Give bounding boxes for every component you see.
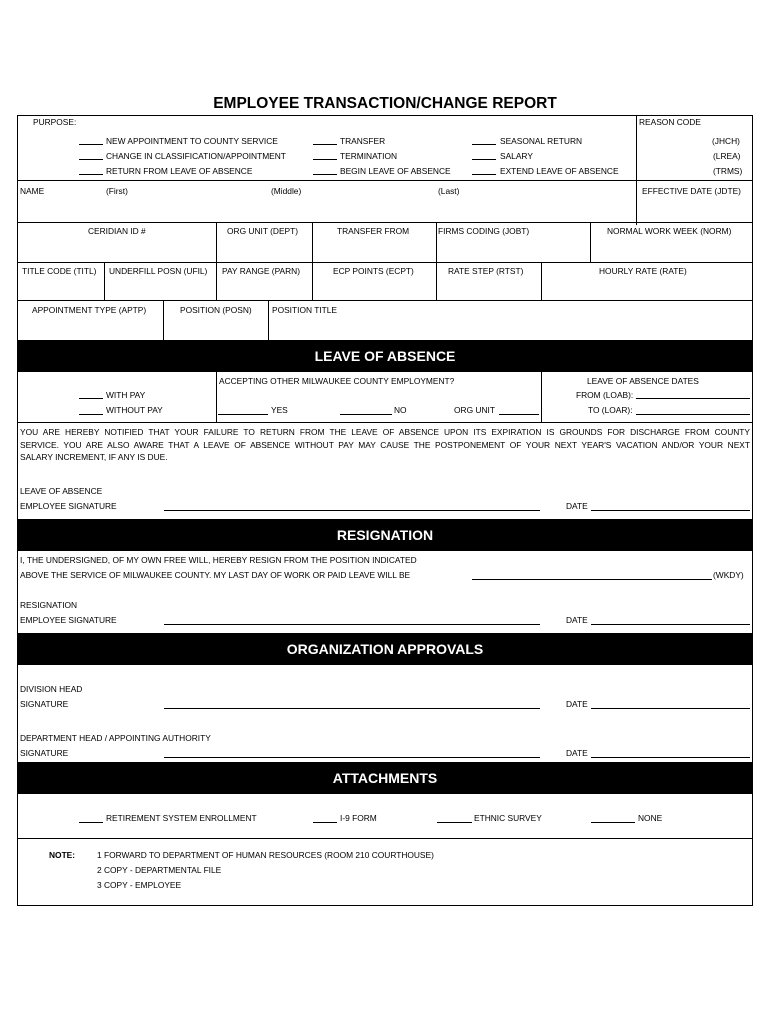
divider bbox=[216, 372, 217, 422]
checkbox-extend-leave[interactable] bbox=[472, 174, 496, 175]
org-unit-leave-label: ORG UNIT bbox=[454, 405, 495, 415]
transfer-from-label: TRANSFER FROM bbox=[337, 226, 410, 236]
accepting-employment-label: ACCEPTING OTHER MILWAUKEE COUNTY EMPLOYMENT? bbox=[219, 376, 455, 386]
divider-row4-top bbox=[17, 300, 753, 301]
leave-notice-line-2: SERVICE. YOU ARE ALSO AWARE THAT A LEAVE OF ABSENCE WITHOUT PAY MAY CAUSE THE POSTPONEMENT OF YOUR NEXT YEAR'S VACATION AND/OR YOUR NEXT bbox=[20, 439, 750, 450]
note-label: NOTE: bbox=[49, 850, 76, 860]
option-begin-leave: BEGIN LEAVE OF ABSENCE bbox=[340, 166, 451, 176]
divider bbox=[541, 372, 542, 422]
title-code-label: TITLE CODE (TITL) bbox=[22, 266, 97, 276]
rate-step-label: RATE STEP (RTST) bbox=[448, 266, 524, 276]
division-date-field[interactable] bbox=[591, 708, 750, 709]
leave-to-field[interactable] bbox=[636, 414, 750, 415]
note-line-2: 2 COPY - DEPARTMENTAL FILE bbox=[97, 865, 222, 875]
division-date-label: DATE bbox=[566, 699, 588, 709]
leave-dates-label: LEAVE OF ABSENCE DATES bbox=[587, 376, 699, 386]
checkbox-begin-leave[interactable] bbox=[313, 174, 337, 175]
divider-name-top bbox=[17, 180, 753, 181]
checkbox-no[interactable] bbox=[340, 414, 392, 415]
leave-employee-signature-field[interactable] bbox=[164, 510, 540, 511]
last-day-field[interactable] bbox=[472, 579, 712, 580]
divider bbox=[436, 222, 437, 262]
name-field[interactable] bbox=[18, 197, 635, 221]
divider-leave-notice-top bbox=[17, 422, 753, 423]
name-label: NAME bbox=[20, 186, 45, 196]
leave-signature-label-1: LEAVE OF ABSENCE bbox=[20, 486, 103, 496]
reason-code-trms: (TRMS) bbox=[713, 166, 743, 176]
resignation-signature-label-1: RESIGNATION bbox=[20, 600, 78, 610]
without-pay-label: WITHOUT PAY bbox=[106, 405, 163, 415]
last-name-label: (Last) bbox=[438, 186, 460, 196]
checkbox-yes[interactable] bbox=[218, 414, 268, 415]
underfill-posn-label: UNDERFILL POSN (UFIL) bbox=[109, 266, 208, 276]
ceridian-id-label: CERIDIAN ID # bbox=[88, 226, 146, 236]
first-name-label: (First) bbox=[106, 186, 128, 196]
checkbox-termination[interactable] bbox=[313, 159, 337, 160]
hourly-rate-label: HOURLY RATE (RATE) bbox=[599, 266, 687, 276]
checkbox-salary[interactable] bbox=[472, 159, 496, 160]
division-head-label-1: DIVISION HEAD bbox=[20, 684, 83, 694]
option-salary: SALARY bbox=[500, 151, 533, 161]
appointment-type-label: APPOINTMENT TYPE (APTP) bbox=[32, 305, 147, 315]
option-extend-leave: EXTEND LEAVE OF ABSENCE bbox=[500, 166, 619, 176]
checkbox-i9-form[interactable] bbox=[313, 822, 337, 823]
divider bbox=[541, 262, 542, 300]
effective-date-field[interactable] bbox=[637, 197, 752, 221]
position-label: POSITION (POSN) bbox=[180, 305, 252, 315]
checkbox-ethnic-survey[interactable] bbox=[437, 822, 472, 823]
form-title: EMPLOYEE TRANSACTION/CHANGE REPORT bbox=[213, 95, 557, 112]
checkbox-change-classification[interactable] bbox=[79, 159, 103, 160]
section-header-leave: LEAVE OF ABSENCE bbox=[17, 340, 753, 372]
resignation-text-line-2: ABOVE THE SERVICE OF MILWAUKEE COUNTY. MY LAST DAY OF WORK OR PAID LEAVE WILL BE bbox=[20, 570, 411, 580]
checkbox-new-appointment[interactable] bbox=[79, 144, 103, 145]
leave-from-label: FROM (LOAB): bbox=[576, 390, 634, 400]
department-date-label: DATE bbox=[566, 748, 588, 758]
divider bbox=[312, 262, 313, 300]
department-date-field[interactable] bbox=[591, 757, 750, 758]
no-label: NO bbox=[394, 405, 407, 415]
divider bbox=[163, 300, 164, 340]
option-return-from-leave: RETURN FROM LEAVE OF ABSENCE bbox=[106, 166, 253, 176]
reason-code-lrea: (LREA) bbox=[713, 151, 741, 161]
resignation-employee-signature-field[interactable] bbox=[164, 624, 540, 625]
option-transfer: TRANSFER bbox=[340, 136, 386, 146]
resignation-date-field[interactable] bbox=[591, 624, 750, 625]
division-head-signature-field[interactable] bbox=[164, 708, 540, 709]
section-header-resignation: RESIGNATION bbox=[17, 519, 753, 551]
checkbox-return-from-leave[interactable] bbox=[79, 174, 103, 175]
pay-range-label: PAY RANGE (PARN) bbox=[222, 266, 301, 276]
leave-notice-line-1: YOU ARE HEREBY NOTIFIED THAT YOUR FAILURE TO RETURN FROM THE LEAVE OF ABSENCE UPON ITS EXPIRATION IS GROUNDS FOR DISCHARGE FROM COUNTY bbox=[20, 427, 750, 437]
option-change-classification: CHANGE IN CLASSIFICATION/APPOINTMENT bbox=[106, 151, 286, 161]
wkdy-code: (WKDY) bbox=[713, 570, 744, 580]
department-head-label-1: DEPARTMENT HEAD / APPOINTING AUTHORITY bbox=[20, 733, 211, 743]
org-unit-leave-field[interactable] bbox=[499, 414, 539, 415]
divider bbox=[216, 262, 217, 300]
resignation-text-line-1: I, THE UNDERSIGNED, OF MY OWN FREE WILL, HEREBY RESIGN FROM THE POSITION INDICATED bbox=[20, 555, 417, 565]
division-head-label-2: SIGNATURE bbox=[20, 699, 69, 709]
resignation-date-label: DATE bbox=[566, 615, 588, 625]
checkbox-transfer[interactable] bbox=[313, 144, 337, 145]
leave-to-label: TO (LOAR): bbox=[588, 405, 633, 415]
position-title-label: POSITION TITLE bbox=[272, 305, 337, 315]
divider-row2-top bbox=[17, 222, 753, 223]
attachment-i9-form: I-9 FORM bbox=[340, 813, 377, 823]
department-head-signature-field[interactable] bbox=[164, 757, 540, 758]
option-seasonal-return: SEASONAL RETURN bbox=[500, 136, 583, 146]
resignation-signature-label-2: EMPLOYEE SIGNATURE bbox=[20, 615, 117, 625]
divider bbox=[312, 222, 313, 262]
normal-work-week-label: NORMAL WORK WEEK (NORM) bbox=[607, 226, 732, 236]
leave-signature-label-2: EMPLOYEE SIGNATURE bbox=[20, 501, 117, 511]
reason-code-label: REASON CODE bbox=[639, 117, 701, 127]
department-head-label-2: SIGNATURE bbox=[20, 748, 69, 758]
org-unit-label: ORG UNIT (DEPT) bbox=[227, 226, 299, 236]
checkbox-with-pay[interactable] bbox=[79, 398, 103, 399]
attachment-retirement-enrollment: RETIREMENT SYSTEM ENROLLMENT bbox=[106, 813, 257, 823]
yes-label: YES bbox=[271, 405, 288, 415]
middle-name-label: (Middle) bbox=[271, 186, 302, 196]
firms-coding-label: FIRMS CODING (JOBT) bbox=[438, 226, 530, 236]
divider-row3-top bbox=[17, 262, 753, 263]
divider-note-top bbox=[17, 838, 753, 839]
checkbox-retirement-enrollment[interactable] bbox=[79, 822, 103, 823]
divider bbox=[268, 300, 269, 340]
option-new-appointment: NEW APPOINTMENT TO COUNTY SERVICE bbox=[106, 136, 278, 146]
divider bbox=[590, 222, 591, 262]
checkbox-seasonal-return[interactable] bbox=[472, 144, 496, 145]
ecp-points-label: ECP POINTS (ECPT) bbox=[333, 266, 414, 276]
section-header-attachments: ATTACHMENTS bbox=[17, 762, 753, 794]
note-line-3: 3 COPY - EMPLOYEE bbox=[97, 880, 182, 890]
divider bbox=[216, 222, 217, 262]
divider bbox=[104, 262, 105, 300]
checkbox-without-pay[interactable] bbox=[79, 414, 103, 415]
purpose-label: PURPOSE: bbox=[33, 117, 77, 127]
note-line-1: 1 FORWARD TO DEPARTMENT OF HUMAN RESOURCES (ROOM 210 COURTHOUSE) bbox=[97, 850, 434, 860]
option-termination: TERMINATION bbox=[340, 151, 398, 161]
attachment-none: NONE bbox=[638, 813, 663, 823]
leave-date-label: DATE bbox=[566, 501, 588, 511]
checkbox-none[interactable] bbox=[591, 822, 635, 823]
leave-notice-line-3: SALARY INCREMENT, IF ANY IS DUE. bbox=[20, 452, 168, 462]
with-pay-label: WITH PAY bbox=[106, 390, 146, 400]
section-header-approvals: ORGANIZATION APPROVALS bbox=[17, 633, 753, 665]
leave-date-field[interactable] bbox=[591, 510, 750, 511]
divider bbox=[436, 262, 437, 300]
reason-code-jhch: (JHCH) bbox=[712, 136, 740, 146]
attachment-ethnic-survey: ETHNIC SURVEY bbox=[474, 813, 542, 823]
leave-from-field[interactable] bbox=[636, 398, 750, 399]
effective-date-label: EFFECTIVE DATE (JDTE) bbox=[642, 186, 741, 196]
